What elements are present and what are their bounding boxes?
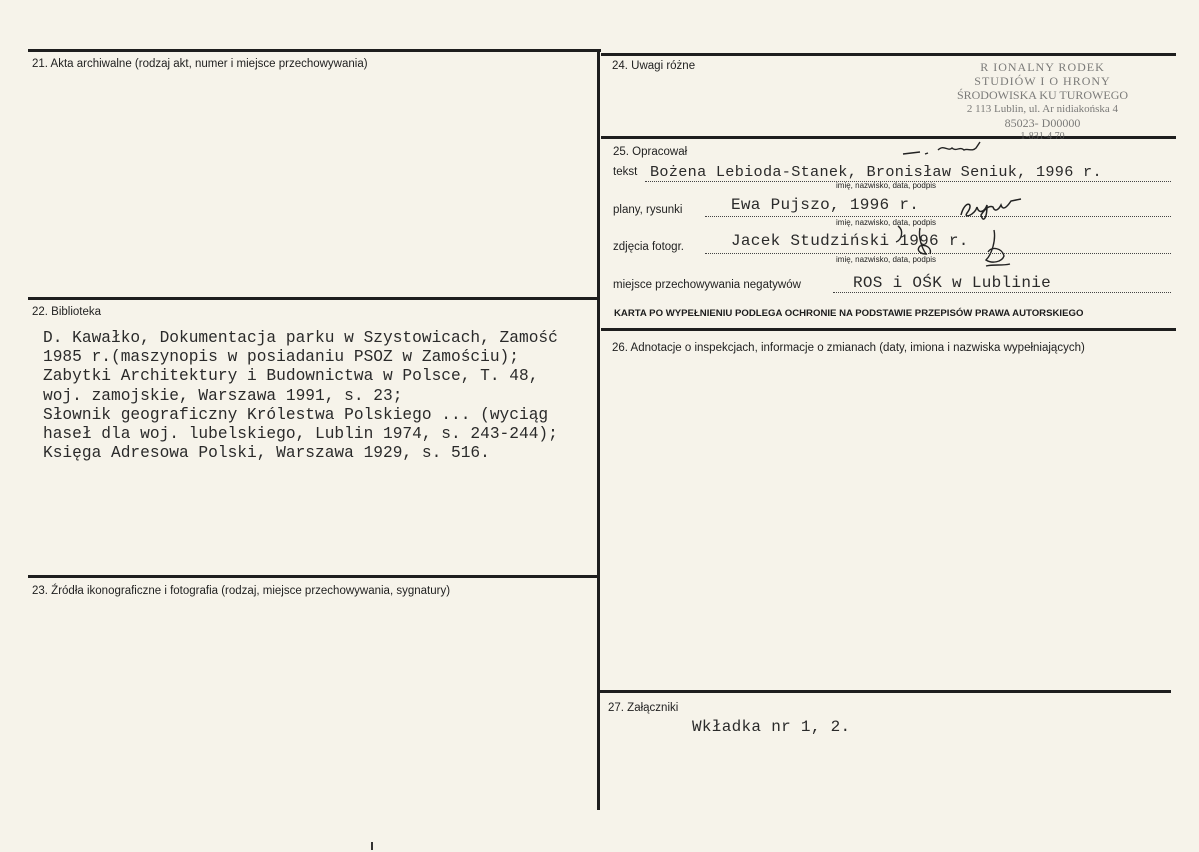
plany-caption: imię, nazwisko, data, podpis: [836, 218, 937, 227]
tekst-caption: imię, nazwisko, data, podpis: [836, 181, 937, 190]
bibliography-line: Zabytki Architektury i Budownictwa w Polsce, T. 48,: [43, 367, 539, 386]
section-25-label: 25. Opracował: [613, 146, 688, 158]
signature-plany: [955, 195, 1035, 229]
center-divider: [597, 49, 600, 810]
tekst-value: Bożena Lebioda-Stanek, Bronisław Seniuk, 1996 r.: [650, 163, 1102, 181]
bibliography-line: haseł dla woj. lubelskiego, Lublin 1974, s. 243-244);: [43, 425, 558, 444]
institution-stamp: [935, 60, 1150, 144]
zdjecia-label: zdjęcia fotogr.: [613, 241, 684, 253]
bibliography-line: D. Kawałko, Dokumentacja parku w Szystowicach, Zamość: [43, 329, 558, 347]
section-21-label: 21. Akta archiwalne (rodzaj akt, numer i miejsce przechowywania): [32, 58, 368, 70]
negatywy-value: ROS i OŚK w Lublinie: [853, 274, 1052, 292]
section-22-label: 22. Biblioteka: [32, 306, 102, 318]
stamp-line: ŚRODOWISKA KU TUROWEGO: [956, 88, 1129, 102]
attachments-value: Wkładka nr 1, 2.: [692, 718, 851, 736]
rule-21-22: [28, 297, 598, 300]
section-26-label: 26. Adnotacje o inspekcjach, informacje o zmianach (daty, imiona i nazwiska wypełniających): [612, 342, 1085, 354]
rule-26-27: [598, 690, 1171, 693]
stamp-line: 2 113 Lublin, ul. Ar nidiakońska 4: [966, 103, 1119, 115]
negatywy-label: miejsce przechowywania negatywów: [613, 279, 801, 291]
top-rule-left: [28, 49, 601, 52]
signature-mark-opracowal: [898, 140, 998, 162]
bibliography-line: 1985 r.(maszynopis w posiadaniu PSOZ w Zamościu);: [43, 348, 519, 367]
signature-zdjecia-2: [980, 226, 1020, 272]
plany-dotted-line: [705, 216, 1171, 217]
stamp-line: R IONALNY RODEK: [980, 60, 1105, 74]
stamp-line: 1-831-4 70: [1020, 131, 1065, 142]
bibliography-line: Księga Adresowa Polski, Warszawa 1929, s. 516.: [43, 444, 490, 463]
top-rule-right: [601, 53, 1176, 56]
zdjecia-caption: imię, nazwisko, data, podpis: [836, 255, 937, 264]
stamp-line: 85023- D00000: [1004, 116, 1081, 130]
tekst-label: tekst: [613, 166, 638, 178]
zdjecia-value: Jacek Studziński 1996 r.: [731, 232, 969, 250]
copyright-note: KARTA PO WYPEŁNIENIU PODLEGA OCHRONIE NA PODSTAWIE PRZEPISÓW PRAWA AUTORSKIEGO: [614, 308, 1084, 319]
bibliography-list: [43, 329, 558, 463]
bibliography-line: Słownik geograficzny Królestwa Polskiego ... (wyciąg: [43, 405, 549, 424]
negatywy-dotted-line: [833, 292, 1171, 293]
stamp-line: STUDIÓW I O HRONY: [974, 74, 1111, 88]
bibliography-line: woj. zamojskie, Warszawa 1991, s. 23;: [43, 386, 403, 405]
rule-22-23: [28, 575, 598, 578]
section-27-label: 27. Załączniki: [608, 702, 679, 714]
plany-label: plany, rysunki: [613, 204, 683, 216]
section-23-label: 23. Źródła ikonograficzne i fotografia (rodzaj, miejsce przechowywania, sygnatury): [32, 585, 451, 597]
plany-value: Ewa Pujszo, 1996 r.: [731, 196, 920, 214]
section-24-label: 24. Uwagi różne: [612, 60, 696, 72]
bottom-tick: [371, 842, 373, 850]
rule-25-26: [601, 328, 1176, 331]
